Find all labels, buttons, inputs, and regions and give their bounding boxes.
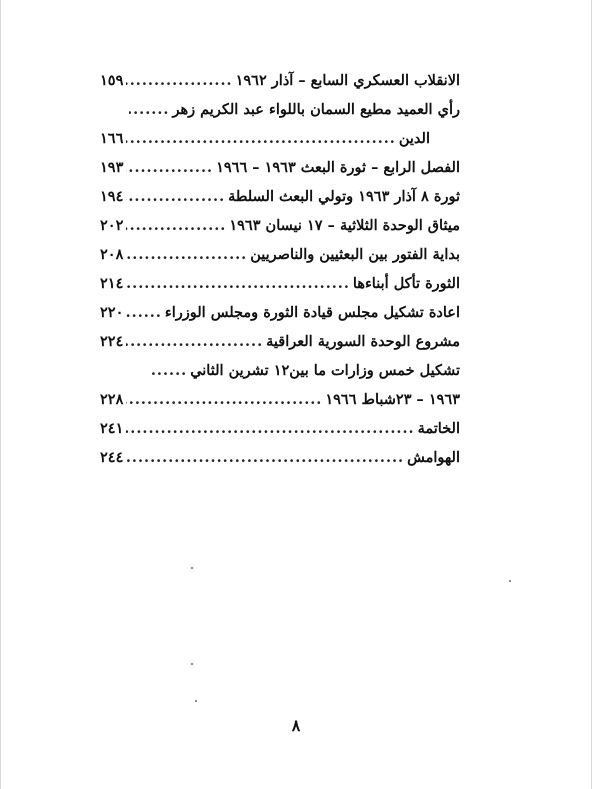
toc-leader-dots xyxy=(126,211,226,240)
toc-entry xyxy=(100,327,460,356)
toc-entry-page: ٢٤١ xyxy=(100,420,124,437)
toc-leader-dots xyxy=(126,414,414,443)
toc-entry-title: اعادة تشكيل مجلس قيادة الثورة ومجلس الوزراء xyxy=(164,304,460,321)
page-number: ٨ xyxy=(291,716,301,735)
toc-entry-title: الهوامش xyxy=(407,449,460,466)
toc-entry-page: ٢٢٠ xyxy=(100,304,124,321)
table-of-contents xyxy=(100,66,460,472)
toc-entry-title: الثورة تأكل أبناءها xyxy=(352,275,460,292)
toc-entry-title: الدين xyxy=(398,130,430,147)
toc-leader-dots xyxy=(126,240,247,269)
toc-entry xyxy=(100,153,460,182)
toc-entry xyxy=(100,385,460,414)
toc-entry-page: ١٦٦ xyxy=(100,130,124,147)
scan-speck xyxy=(191,567,193,569)
toc-entry xyxy=(100,182,460,211)
toc-entry-title: الانقلاب العسكري السابع – آذار ١٩٦٢ xyxy=(235,72,460,89)
toc-entry-page: ١٩٤ xyxy=(100,188,124,205)
toc-leader-dots xyxy=(126,66,232,95)
toc-entry-page: ١٩٣ xyxy=(100,159,124,176)
scan-speck xyxy=(195,700,197,702)
toc-leader-dots xyxy=(129,95,169,124)
scan-speck xyxy=(191,663,193,665)
toc-entry-page: ٢٠٨ xyxy=(100,246,124,263)
page-left-edge xyxy=(0,0,1,789)
toc-leader-dots xyxy=(126,385,322,414)
toc-entry xyxy=(100,124,460,153)
toc-leader-dots xyxy=(126,298,162,327)
toc-leader-dots xyxy=(126,182,225,211)
toc-entry-title: الفصل الرابع – ثورة البعث ١٩٦٣ – ١٩٦٦ xyxy=(216,159,460,176)
toc-entry xyxy=(100,414,460,443)
toc-entry-page: ٢٤٤ xyxy=(100,449,124,466)
toc-entry-title: بداية الفتور بين البعثيين والناصريين xyxy=(250,246,460,263)
toc-entry-page: ٢٠٢ xyxy=(100,217,124,234)
scan-speck xyxy=(509,580,511,582)
toc-entry-page: ١٥٩ xyxy=(100,72,124,89)
toc-leader-dots xyxy=(126,269,350,298)
toc-entry-title: تشكيل خمس وزارات ما بين١٢ تشرين الثاني xyxy=(190,362,460,379)
toc-entry xyxy=(100,269,460,298)
toc-entry xyxy=(100,211,460,240)
toc-entry xyxy=(100,298,460,327)
toc-leader-dots xyxy=(126,327,263,356)
toc-entry xyxy=(100,95,460,124)
toc-leader-dots xyxy=(151,356,187,385)
toc-entry-title: ١٩٦٣ – ٢٣شباط ١٩٦٦ xyxy=(325,391,460,408)
toc-leader-dots xyxy=(126,124,395,153)
toc-entry-title: مشروع الوحدة السورية العراقية xyxy=(266,333,460,350)
toc-entry xyxy=(100,240,460,269)
toc-leader-dots xyxy=(126,443,404,472)
toc-entry-page: ٢١٤ xyxy=(100,275,124,292)
toc-leader-dots xyxy=(126,153,213,182)
toc-entry-title: الخاتمة xyxy=(417,420,460,437)
toc-entry-title: ثورة ٨ آذار ١٩٦٣ وتولي البعث السلطة xyxy=(228,188,460,205)
toc-entry-page: ٢٢٨ xyxy=(100,391,124,408)
toc-entry-title: رأي العميد مطيع السمان باللواء عبد الكريم زهر xyxy=(172,101,460,118)
toc-entry xyxy=(100,443,460,472)
toc-entry-page: ٢٢٤ xyxy=(100,333,124,350)
toc-entry xyxy=(100,66,460,95)
toc-entry-title: ميثاق الوحدة الثلاثية – ١٧ نيسان ١٩٦٣ xyxy=(229,217,460,234)
toc-entry xyxy=(100,356,460,385)
